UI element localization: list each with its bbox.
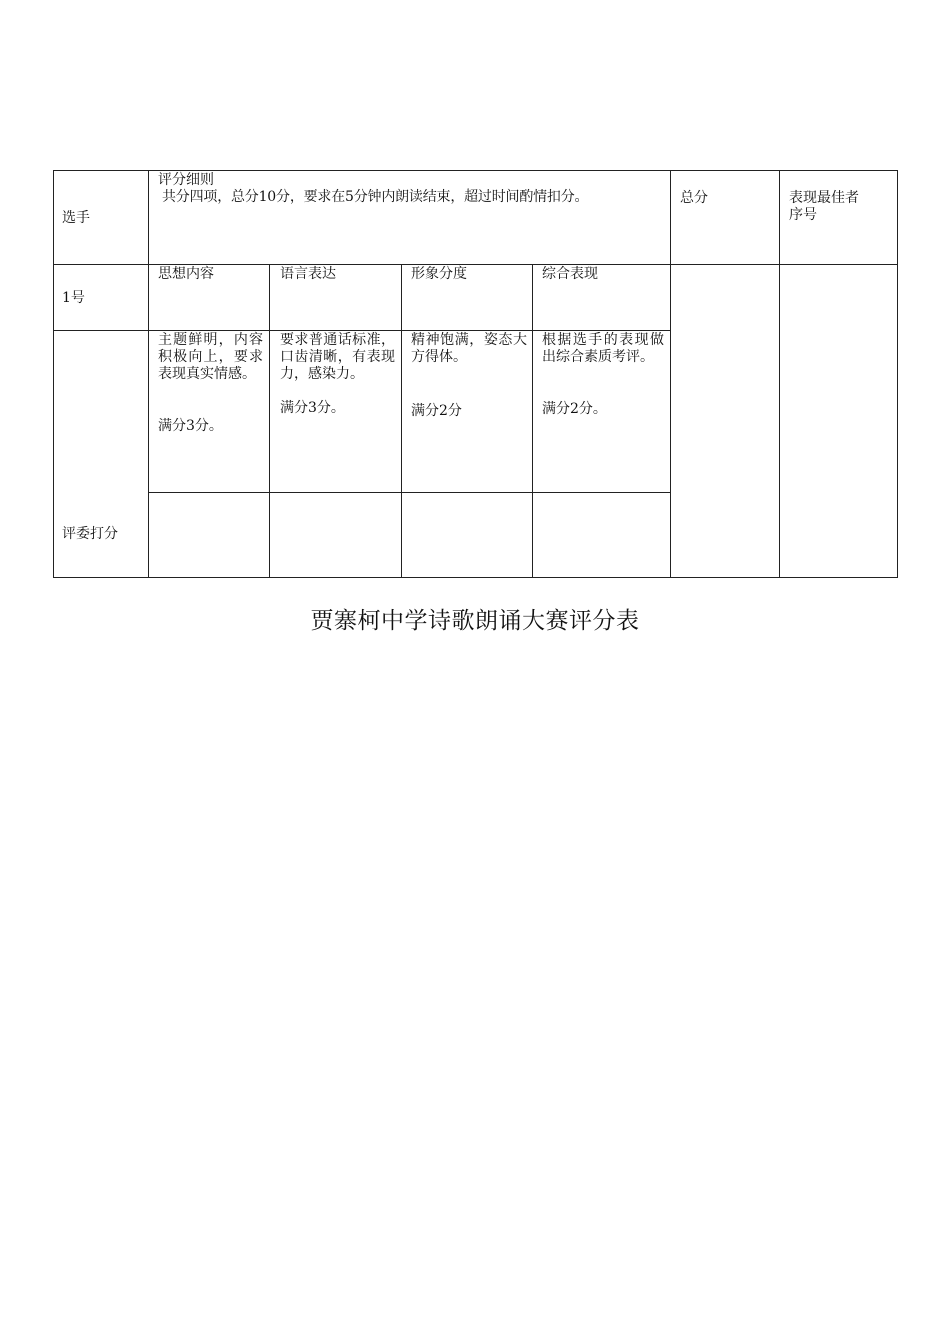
criterion-max-score-2: 满分3分。 (280, 400, 345, 416)
criterion-name-3: 形象分度 (411, 266, 467, 282)
scoring-table (53, 170, 898, 578)
table-border-left (53, 170, 54, 578)
criterion-description-1: 主题鲜明，内容积极向上，要求表现真实情感。 (158, 332, 263, 382)
criterion-name-2: 语言表达 (280, 266, 336, 282)
table-border-right (897, 170, 898, 578)
criterion-description-4: 根据选手的表现做出综合素质考评。 (542, 332, 664, 365)
document-title: 贾寨柯中学诗歌朗诵大赛评分表 (310, 608, 640, 634)
table-row-divider (53, 330, 670, 331)
criterion-name-1: 思想内容 (158, 266, 214, 282)
table-border-top (53, 170, 898, 171)
criterion-description-2: 要求普通话标准，口齿清晰，有表现力，感染力。 (280, 332, 395, 382)
criterion-max-score-1: 满分3分。 (158, 418, 223, 434)
judges-score-label: 评委打分 (62, 526, 118, 542)
criterion-description-3: 精神饱满，姿态大方得体。 (411, 332, 527, 365)
total-score-header: 总分 (680, 190, 708, 206)
score-cell-3[interactable] (402, 493, 532, 577)
score-cell-4[interactable] (533, 493, 670, 577)
score-cell-1[interactable] (149, 493, 269, 577)
total-score-cell[interactable] (671, 265, 779, 577)
contestant-number: 1号 (62, 290, 85, 306)
best-ranking-header: 表现最佳者 序号 (789, 190, 859, 223)
criterion-max-score-4: 满分2分。 (542, 401, 607, 417)
best-ranking-cell[interactable] (780, 265, 897, 577)
score-cell-2[interactable] (270, 493, 401, 577)
contestant-header: 选手 (62, 210, 90, 226)
criterion-name-4: 综合表现 (542, 266, 598, 282)
rules-text: 共分四项，总分10分，要求在5分钟内朗读结束，超过时间酌情扣分。 (162, 189, 589, 205)
rules-title: 评分细则 (158, 172, 214, 188)
table-border-bottom (53, 577, 898, 578)
criterion-max-score-3: 满分2分 (411, 403, 462, 419)
